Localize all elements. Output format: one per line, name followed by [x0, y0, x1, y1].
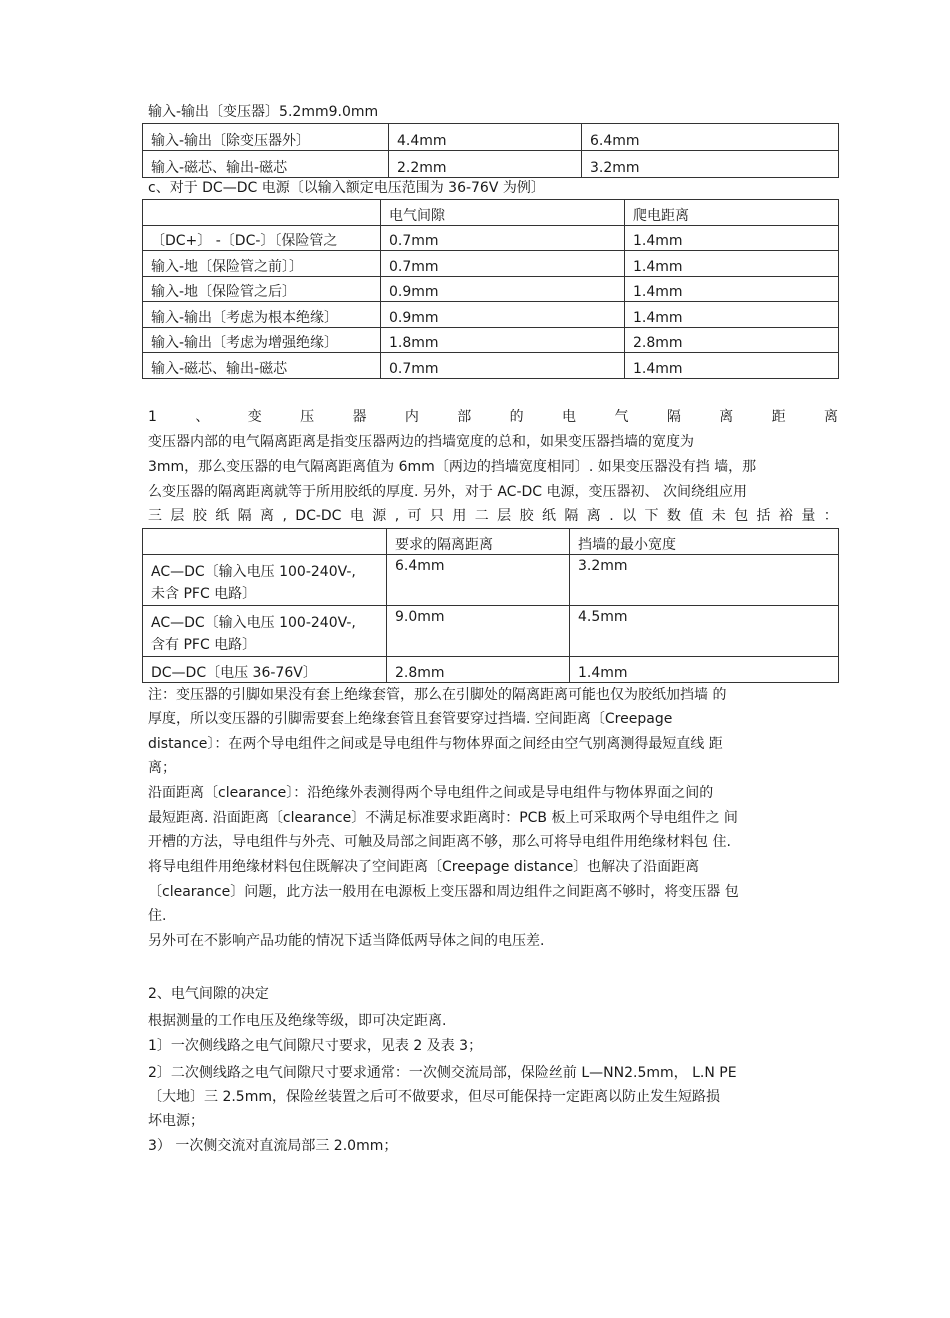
table-cell: [143, 555, 387, 606]
note-line: 最短距离. 沿面距离〔clearance〕不满足标准要求距离时：PCB 板上可采取两个导电组件之 间: [148, 810, 738, 826]
section2-line: 1〕一次侧线路之电气间隙尺寸要求，见表 2 及表 3；: [148, 1038, 483, 1054]
section2-line: 2〕二次侧线路之电气间隙尺寸要求通常：一次侧交流局部，保险丝前 L—NN2.5mm， L.N PE: [148, 1065, 737, 1081]
word: 未: [711, 508, 726, 524]
table-header-cell: [143, 200, 381, 226]
table-cell: 输入-磁芯、输出-磁芯: [143, 353, 381, 379]
table-cell: 9.0mm: [387, 606, 570, 657]
note-line: 将导电组件用绝缘材料包住既解决了空间距离〔Creepage distance〕也解决了沿面距离: [148, 859, 700, 875]
note-line: 另外可在不影响产品功能的情况下适当降低两导体之间的电压差.: [148, 933, 545, 949]
table-cell: 3.2mm: [570, 555, 839, 606]
table-row: [143, 302, 839, 328]
word: ：: [823, 508, 838, 524]
table-row: [143, 277, 839, 302]
table-header-cell: 爬电距离: [625, 200, 839, 226]
table-cell: 输入-输出〔除变压器外〕: [143, 124, 389, 151]
table-cell: 〔DC+〕 -〔DC-〕〔保险管之: [143, 226, 381, 251]
table-cell: 1.4mm: [625, 277, 839, 302]
title-char: 、: [195, 409, 210, 425]
table-row: [143, 353, 839, 379]
word: .: [609, 508, 614, 524]
section2-line: 3） 一次侧交流对直流局部三 2.0mm；: [148, 1138, 398, 1154]
section2-line: 坏电源；: [148, 1113, 204, 1129]
note-line: 〔clearance〕问题，此方法一般用在电源板上变压器和周边组件之间距离不够时，将变压器 包: [148, 884, 739, 900]
table-cell: 0.9mm: [381, 277, 625, 302]
word: 裕: [778, 508, 793, 524]
table-cell: 3.2mm: [582, 151, 839, 178]
section1-paragraph-line: 么变压器的隔离距离就等于所用胶纸的厚度. 另外，对于 AC-DC 电源，变压器初、 次间绕组应用: [148, 484, 747, 500]
table-cell: 6.4mm: [582, 124, 839, 151]
note-line: 厚度，所以变压器的引脚需要套上绝缘套管且套管要穿过挡墙. 空间距离〔Creepage: [148, 711, 673, 727]
cell-line: 含有 PFC 电路〕: [151, 637, 257, 653]
table-header-cell: 电气间隙: [381, 200, 625, 226]
word: 量: [801, 508, 816, 524]
table-header-cell: 要求的隔离距离: [387, 529, 570, 555]
word: 只: [429, 508, 444, 524]
table-header-row: [143, 200, 839, 226]
table-cell: 1.4mm: [625, 353, 839, 379]
table-transformer-distances: [142, 123, 839, 178]
intro-line: 输入-输出〔变压器〕5.2mm9.0mm: [148, 104, 379, 120]
table-dcdc-clearances: [142, 199, 839, 379]
word: 源: [372, 508, 387, 524]
word: 胶: [192, 508, 207, 524]
word: 层: [497, 508, 512, 524]
dcdc-heading: c、对于 DC—DC 电源〔以输入额定电压范围为 36-76V 为例〕: [148, 180, 545, 196]
title-char: 部: [457, 409, 472, 425]
title-char: 气: [614, 409, 629, 425]
table-header-row: [143, 529, 839, 555]
title-char: 距: [771, 409, 786, 425]
word: 用: [452, 508, 467, 524]
title-char: 1: [148, 409, 157, 425]
word: 可: [407, 508, 422, 524]
word: 二: [474, 508, 489, 524]
table-cell: 0.7mm: [381, 353, 625, 379]
section1-title: [148, 407, 838, 427]
table-row: [143, 151, 839, 178]
word: 数: [666, 508, 681, 524]
table-cell: 0.7mm: [381, 226, 625, 251]
note-line: 注：变压器的引脚如果没有套上绝缘套管，那么在引脚处的隔离距离可能也仅为胶纸加挡墙 的: [148, 687, 727, 703]
title-char: 压: [300, 409, 315, 425]
table-cell: 1.4mm: [625, 251, 839, 277]
title-char: 器: [352, 409, 367, 425]
word: 包: [734, 508, 749, 524]
note-line: 沿面距离〔clearance〕：沿绝缘外表测得两个导电组件之间或是导电组件与物体界面之间的: [148, 785, 714, 801]
table-header-cell: [143, 529, 387, 555]
title-char: 变: [247, 409, 262, 425]
section2-line: 根据测量的工作电压及绝缘等级，即可决定距离.: [148, 1013, 447, 1029]
word: 胶: [519, 508, 534, 524]
table-row: [143, 251, 839, 277]
table-cell: 输入-输出〔考虑为根本绝缘〕: [143, 302, 381, 328]
word: 下: [644, 508, 659, 524]
title-char: 的: [509, 409, 524, 425]
table-cell: 6.4mm: [387, 555, 570, 606]
word: 离: [586, 508, 601, 524]
table-header-cell: 挡墙的最小宽度: [570, 529, 839, 555]
table-cell: 0.7mm: [381, 251, 625, 277]
title-char: 离: [824, 409, 838, 425]
section1-paragraph-line: 变压器内部的电气隔离距离是指变压器两边的挡墙宽度的总和，如果变压器挡墙的宽度为: [148, 434, 694, 450]
section2-line: 〔大地〕三 2.5mm，保险丝装置之后可不做要求，但尽可能保持一定距离以防止发生短路损: [148, 1089, 720, 1105]
section2-title: 2、电气间隙的决定: [148, 986, 269, 1002]
table-cell: 1.4mm: [625, 226, 839, 251]
table-cell: 1.4mm: [625, 302, 839, 328]
note-line: distance〕：在两个导电组件之间或是导电组件与物体界面之间经由空气别离测得最短直线 距: [148, 736, 723, 752]
word: 隔: [564, 508, 579, 524]
table-cell: DC—DC〔电压 36-76V〕: [143, 657, 387, 683]
word: ,: [394, 508, 400, 524]
table-cell: 1.8mm: [381, 328, 625, 353]
word: 纸: [541, 508, 556, 524]
table-row: [143, 328, 839, 353]
note-line: 离；: [148, 760, 176, 776]
table-cell: [143, 606, 387, 657]
table-cell: 1.4mm: [570, 657, 839, 683]
table-row: [143, 555, 839, 606]
word: ,: [282, 508, 287, 524]
table-cell: 输入-地〔保险管之前〕〕: [143, 251, 381, 277]
cell-line: AC—DC〔输入电压 100-240V-,: [151, 564, 356, 580]
title-char: 电: [562, 409, 577, 425]
word: 纸: [215, 508, 230, 524]
table-row: [143, 124, 839, 151]
table-cell: 2.8mm: [625, 328, 839, 353]
title-char: 隔: [666, 409, 681, 425]
table-cell: 2.8mm: [387, 657, 570, 683]
word: DC-DC: [295, 508, 342, 524]
table-cell: 4.5mm: [570, 606, 839, 657]
cell-line: 未含 PFC 电路〕: [151, 586, 257, 602]
word: 层: [170, 508, 185, 524]
table-row: [143, 657, 839, 683]
word: 以: [622, 508, 637, 524]
note-line: 住.: [148, 908, 167, 924]
note-line: 开槽的方法，导电组件与外壳、可触及局部之间距离不够，那么可将导电组件用绝缘材料包 住.: [148, 834, 731, 850]
table-row: [143, 226, 839, 251]
table-isolation-distances: [142, 528, 839, 683]
section1-paragraph-last-line: [148, 506, 838, 526]
word: 离: [260, 508, 275, 524]
word: 三: [148, 508, 162, 524]
word: 括: [756, 508, 771, 524]
table-cell: 2.2mm: [389, 151, 582, 178]
section1-paragraph-line: 3mm，那么变压器的电气隔离距离值为 6mm〔两边的挡墙宽度相同〕. 如果变压器没有挡 墙，那: [148, 459, 757, 475]
word: 电: [349, 508, 364, 524]
title-char: 离: [719, 409, 734, 425]
word: 值: [689, 508, 704, 524]
table-row: [143, 606, 839, 657]
word: 隔: [237, 508, 252, 524]
cell-line: AC—DC〔输入电压 100-240V-,: [151, 615, 356, 631]
table-cell: 输入-地〔保险管之后〕: [143, 277, 381, 302]
table-cell: 输入-输出〔考虑为增强绝缘〕: [143, 328, 381, 353]
table-cell: 0.9mm: [381, 302, 625, 328]
title-char: 内: [404, 409, 419, 425]
table-cell: 4.4mm: [389, 124, 582, 151]
table-cell: 输入-磁芯、输出-磁芯: [143, 151, 389, 178]
